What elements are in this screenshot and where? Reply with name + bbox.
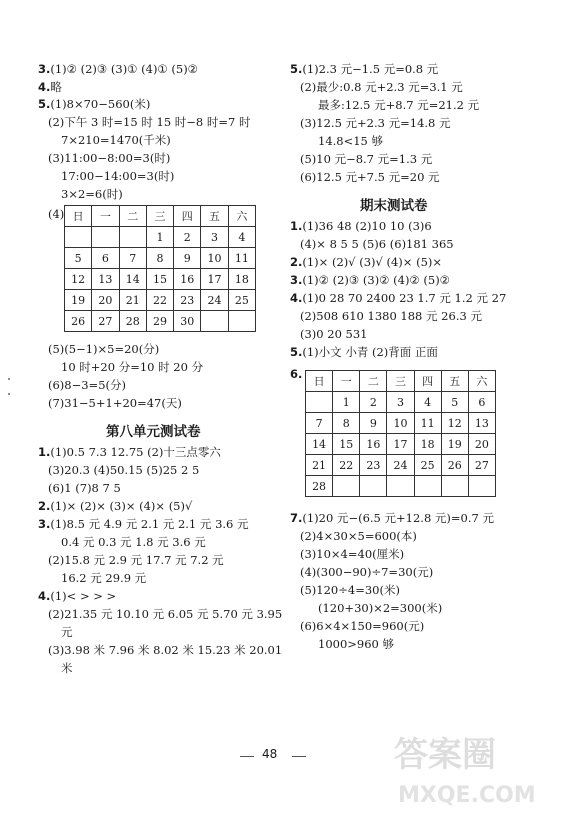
answer-line: (3)12.5 元+2.3 元=14.8 元: [300, 116, 451, 130]
calendar-day: 26: [441, 455, 468, 476]
calendar-table: [305, 370, 496, 497]
calendar-day: 27: [468, 455, 495, 476]
answer-text: (1)× (2)√ (3)√ (4)× (5)×: [302, 255, 443, 269]
calendar-day: 12: [441, 413, 468, 434]
answer-line: [38, 445, 221, 459]
footer-dash: [292, 756, 306, 757]
calendar-day: [201, 311, 228, 332]
answer-line: 10 时+20 分=10 时 20 分: [61, 360, 204, 374]
calendar-day: 17: [387, 434, 414, 455]
calendar-day: 18: [414, 434, 441, 455]
calendar-day: 11: [414, 413, 441, 434]
calendar-day: 8: [146, 248, 173, 269]
calendar-day: 3: [201, 227, 228, 248]
section-title: 第八单元测试卷: [106, 424, 201, 440]
answer-line: (3)10×4=40(厘米): [300, 547, 405, 561]
calendar-header-row: [306, 371, 496, 392]
calendar-day: 28: [119, 311, 146, 332]
answer-line: (2)最少:0.8 元+2.3 元=3.1 元: [300, 80, 463, 94]
calendar-day: 22: [146, 290, 173, 311]
answer-text: (1)20 元−(6.5 元+12.8 元)=0.7 元: [302, 511, 494, 525]
answer-line: 17:00−14:00=3(时): [61, 169, 175, 183]
answer-line: (6)8−3=5(分): [48, 378, 126, 392]
answer-line: 最多:12.5 元+8.7 元=21.2 元: [318, 98, 480, 112]
calendar-day: 15: [146, 269, 173, 290]
answer-line: [38, 62, 198, 76]
question-number: 5.: [290, 62, 303, 76]
answer-line: [290, 291, 506, 305]
answer-line: [290, 511, 494, 525]
calendar-row: [306, 413, 496, 434]
calendar-day: 27: [92, 311, 119, 332]
calendar-day: 28: [306, 476, 333, 497]
calendar-header-row: [65, 206, 256, 227]
calendar-day: 5: [65, 248, 92, 269]
answer-text: (1)0 28 70 2400 23 1.7 元 1.2 元 27: [302, 291, 507, 305]
calendar-table: [64, 205, 256, 332]
question-number: 2.: [290, 255, 303, 269]
calendar-day: [92, 227, 119, 248]
calendar-row: [306, 392, 496, 413]
question-number: 1.: [38, 445, 51, 459]
answer-text: (1)< > > >: [50, 589, 117, 603]
answer-line: 0.4 元 0.3 元 1.8 元 3.6 元: [61, 535, 206, 549]
calendar-day: 1: [333, 392, 360, 413]
answer-line: (120+30)×2=300(米): [318, 601, 443, 615]
answer-line: (6)6×4×150=960(元): [300, 619, 425, 633]
answer-text: (1)② (2)③ (3)② (4)② (5)②: [302, 273, 450, 287]
calendar-day: 3: [387, 392, 414, 413]
calendar-row: [306, 476, 496, 497]
calendar-day: 19: [65, 290, 92, 311]
answer-line: (2)21.35 元 10.10 元 6.05 元 5.70 元 3.95: [48, 607, 283, 621]
calendar-day: 14: [119, 269, 146, 290]
calendar-weekday: 五: [201, 206, 228, 227]
calendar-day: 30: [174, 311, 201, 332]
calendar-day: 2: [174, 227, 201, 248]
answer-line: 1000>960 够: [318, 637, 395, 651]
calendar-day: [65, 227, 92, 248]
answer-text: (1)小文 小青 (2)背面 正面: [302, 345, 438, 359]
margin-speck: [8, 378, 10, 380]
answer-line: [38, 517, 249, 531]
calendar-row: [306, 434, 496, 455]
calendar-day: 20: [468, 434, 495, 455]
calendar-weekday: 一: [333, 371, 360, 392]
answer-line: 14.8<15 够: [318, 134, 384, 148]
answer-text: 略: [50, 80, 62, 94]
calendar-day: 12: [65, 269, 92, 290]
calendar-day: [414, 476, 441, 497]
question-number: 3.: [38, 62, 51, 76]
answer-line: (4)× 8 5 5 (5)6 (6)181 365: [300, 237, 454, 251]
answer-line: (5)(5−1)×5=20(分): [48, 342, 160, 356]
answer-line: [38, 97, 150, 111]
calendar-day: 7: [119, 248, 146, 269]
calendar-day: 7: [306, 413, 333, 434]
calendar-weekday: 一: [92, 206, 119, 227]
answer-line: (5)10 元−8.7 元=1.3 元: [300, 152, 433, 166]
answer-text: (1)8.5 元 4.9 元 2.1 元 2.1 元 3.6 元: [50, 517, 249, 531]
answer-line: 7×210=1470(千米): [61, 133, 171, 147]
calendar-day: 20: [92, 290, 119, 311]
question-number: 6.: [290, 367, 303, 381]
calendar-day: 8: [333, 413, 360, 434]
answer-line: (4)(300−90)÷7=30(元): [300, 565, 434, 579]
question-number: 4.: [290, 291, 303, 305]
calendar-day: 6: [468, 392, 495, 413]
calendar-weekday: 日: [65, 206, 92, 227]
answer-line: 3×2=6(时): [61, 187, 123, 201]
question-number: 5.: [38, 97, 51, 111]
calendar-day: 9: [360, 413, 387, 434]
watermark-url: MXQE.COM: [398, 783, 536, 808]
calendar-day: 4: [228, 227, 255, 248]
answer-text: (1)② (2)③ (3)① (4)① (5)②: [50, 62, 198, 76]
calendar-weekday: 二: [119, 206, 146, 227]
calendar-day: 18: [228, 269, 255, 290]
calendar-day: 21: [306, 455, 333, 476]
answer-line: [38, 80, 62, 94]
question-number: 5.: [290, 345, 303, 359]
answer-line: 米: [61, 661, 73, 675]
answer-line: (3)11:00−8:00=3(时): [48, 151, 171, 165]
answer-line: (3)20.3 (4)50.15 (5)25 2 5: [48, 463, 200, 477]
calendar-day: [228, 311, 255, 332]
calendar-day: 5: [441, 392, 468, 413]
calendar-day: 26: [65, 311, 92, 332]
answer-line: (2)15.8 元 2.9 元 17.7 元 7.2 元: [48, 553, 224, 567]
calendar-day: 22: [333, 455, 360, 476]
calendar-day: [441, 476, 468, 497]
calendar-day: 19: [441, 434, 468, 455]
answer-line: [290, 273, 450, 287]
calendar-weekday: 四: [174, 206, 201, 227]
answer-line: (2)4×30×5=600(本): [300, 529, 417, 543]
answer-line: 16.2 元 29.9 元: [61, 571, 147, 585]
answer-line: (4): [48, 207, 65, 221]
answer-text: (1)× (2)× (3)× (4)× (5)√: [50, 499, 193, 513]
calendar-weekday: 六: [228, 206, 255, 227]
calendar-day: 17: [201, 269, 228, 290]
answer-line: (6)1 (7)8 7 5: [48, 481, 121, 495]
footer-dash: [240, 756, 254, 757]
answer-line: [290, 62, 438, 76]
answer-line: (3)3.98 米 7.96 米 8.02 米 15.23 米 20.01: [48, 643, 283, 657]
calendar-day: 15: [333, 434, 360, 455]
question-number: 3.: [290, 273, 303, 287]
question-number: 4.: [38, 589, 51, 603]
calendar-day: [333, 476, 360, 497]
answer-line: [290, 345, 438, 359]
calendar-day: 21: [119, 290, 146, 311]
calendar-weekday: 三: [146, 206, 173, 227]
answer-text: (1)8×70−560(米): [50, 97, 151, 111]
calendar-row: [65, 311, 256, 332]
calendar-day: 10: [201, 248, 228, 269]
answer-line: [290, 219, 432, 233]
calendar-row: [65, 227, 256, 248]
answer-text: (1)0.5 7.3 12.75 (2)十三点零六: [50, 445, 221, 459]
answer-line: [290, 255, 442, 269]
calendar-weekday: 日: [306, 371, 333, 392]
answer-line: 元: [61, 625, 73, 639]
calendar-day: 2: [360, 392, 387, 413]
question-number: 4.: [38, 80, 51, 94]
calendar-day: 23: [360, 455, 387, 476]
watermark-logo: [388, 722, 558, 810]
calendar-row: [65, 290, 256, 311]
section-title: 期末测试卷: [360, 198, 428, 214]
calendar-weekday: 三: [387, 371, 414, 392]
calendar-day: 13: [92, 269, 119, 290]
calendar-row: [306, 455, 496, 476]
answer-line: (2)508 610 1380 188 元 26.3 元: [300, 309, 482, 323]
calendar-day: 6: [92, 248, 119, 269]
answer-text: (1)36 48 (2)10 10 (3)6: [302, 219, 432, 233]
answer-line: (6)12.5 元+7.5 元=20 元: [300, 170, 440, 184]
calendar-day: 10: [387, 413, 414, 434]
question-number: 7.: [290, 511, 303, 525]
margin-speck: [8, 393, 10, 395]
watermark-text: 答案圈: [394, 735, 496, 775]
calendar-day: 11: [228, 248, 255, 269]
calendar-day: [119, 227, 146, 248]
calendar-day: 9: [174, 248, 201, 269]
calendar-weekday: 四: [414, 371, 441, 392]
calendar-day: [306, 392, 333, 413]
answer-line: [38, 499, 192, 513]
answer-text: (1)2.3 元−1.5 元=0.8 元: [302, 62, 439, 76]
calendar-day: 16: [174, 269, 201, 290]
calendar-day: 23: [174, 290, 201, 311]
answer-line: (2)下午 3 时=15 时 15 时−8 时=7 时: [48, 115, 251, 129]
calendar-weekday: 五: [441, 371, 468, 392]
calendar-day: 29: [146, 311, 173, 332]
calendar-day: 4: [414, 392, 441, 413]
calendar-row: [65, 248, 256, 269]
answer-line: (5)120÷4=30(米): [300, 583, 400, 597]
question-number: 3.: [38, 517, 51, 531]
calendar-day: 14: [306, 434, 333, 455]
calendar-weekday: 六: [468, 371, 495, 392]
calendar-day: 13: [468, 413, 495, 434]
question-number: 1.: [290, 219, 303, 233]
calendar-day: 24: [201, 290, 228, 311]
calendar-day: [387, 476, 414, 497]
calendar-day: 25: [414, 455, 441, 476]
question-number: 2.: [38, 499, 51, 513]
calendar-day: [468, 476, 495, 497]
answer-line: [290, 367, 302, 381]
calendar-row: [65, 269, 256, 290]
calendar-day: 16: [360, 434, 387, 455]
calendar-weekday: 二: [360, 371, 387, 392]
answer-line: [38, 589, 116, 603]
calendar-day: 1: [146, 227, 173, 248]
calendar-day: [360, 476, 387, 497]
answer-line: (3)0 20 531: [300, 327, 368, 341]
page-number: 48: [262, 747, 278, 761]
calendar-day: 24: [387, 455, 414, 476]
calendar-day: 25: [228, 290, 255, 311]
answer-line: (7)31−5+1+20=47(天): [48, 396, 182, 410]
